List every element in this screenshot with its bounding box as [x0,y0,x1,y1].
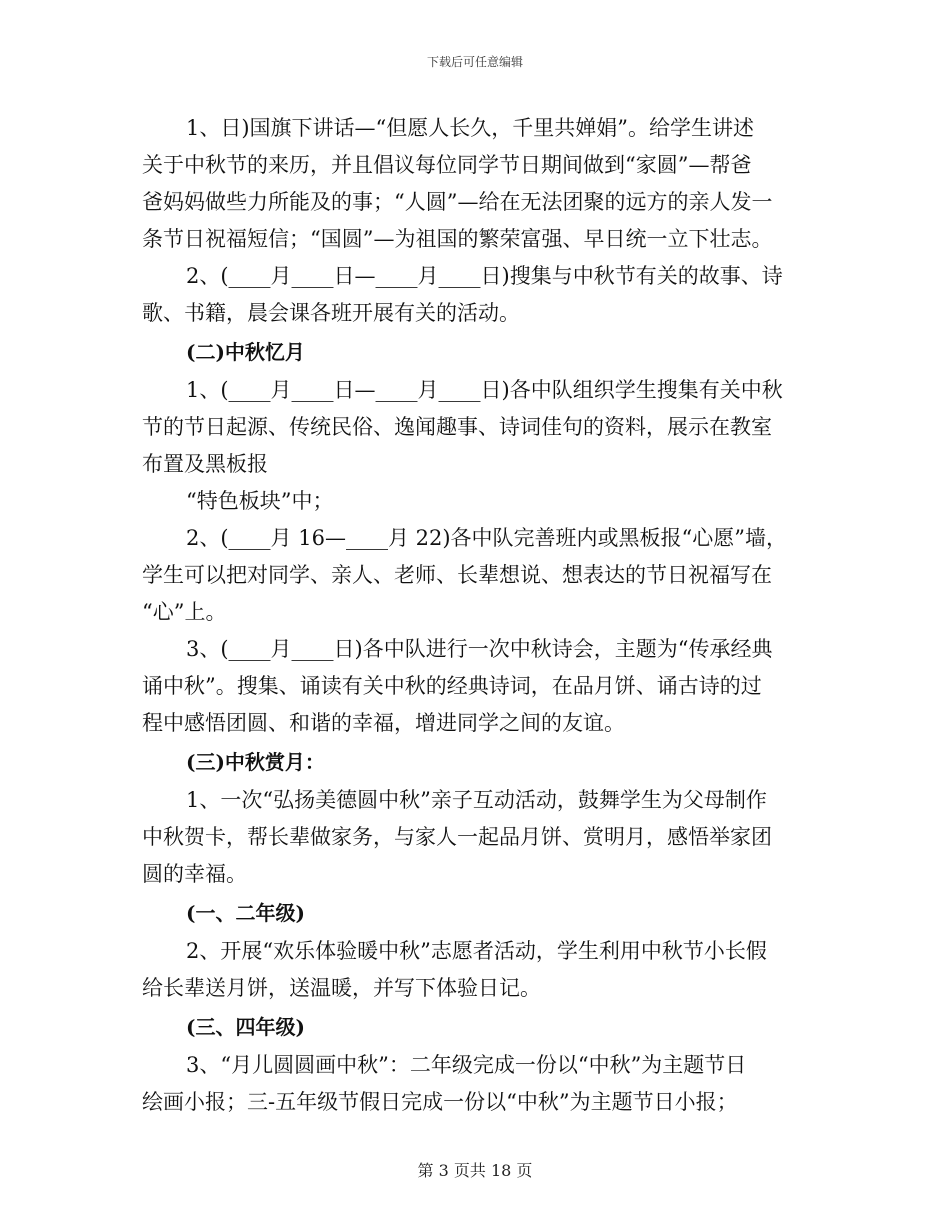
text-line: 2、开展“欢乐体验暖中秋”志愿者活动，学生利用中秋节小长假 [186,939,767,963]
page-footer: 第 3 页共 18 页 [417,1161,533,1180]
text-line: 关于中秋节的来历，并且倡议每位同学节日期间做到“家圆”—帮爸 [142,153,752,177]
text-line: 1、(____月____日—____月____日)各中队组织学生搜集有关中秋 [186,378,783,402]
text-line: “特色板块”中； [186,489,334,513]
paragraph [142,258,812,332]
text-line: 2、(____月 16—____月 22)各中队完善班内或黑板报“心愿”墙， [186,526,788,550]
section-heading: (二)中秋忆月 [186,340,305,364]
text-line: 绘画小报；三-五年级节假日完成一份以“中秋”为主题节日小报； [142,1090,738,1114]
text-line: 学生可以把对同学、亲人、老师、长辈想说、想表达的节日祝福写在 [142,563,772,587]
section-heading: (三)中秋赏月： [186,750,325,774]
text-line: “心”上。 [142,600,227,624]
section-heading: (一、二年级) [186,901,305,925]
paragraph [142,483,812,520]
text-line: 程中感悟团圆、和谐的幸福，增进同学之间的友谊。 [142,711,625,735]
paragraph [142,1047,812,1121]
text-line: 3、(____月____日)各中队进行一次中秋诗会，主题为“传承经典 [186,637,773,661]
text-line: 条节日祝福短信；“国圆”—为祖国的繁荣富强、早日统一立下壮志。 [142,227,773,251]
text-line: 圆的幸福。 [142,862,247,886]
text-line: 中秋贺卡，帮长辈做家务，与家人一起品月饼、赏明月，感悟举家团 [142,825,772,849]
text-line: 3、“月儿圆圆画中秋”：二年级完成一份以“中秋”为主题节日 [186,1053,747,1077]
paragraph [142,110,812,258]
paragraph [142,933,812,1007]
text-line: 1、日)国旗下讲话—“但愿人长久，千里共婵娟”。给学生讲述 [186,116,755,140]
text-line: 爸妈妈做些力所能及的事；“人圆”—给在无法团聚的远方的亲人发一 [142,190,773,214]
text-line: 布置及黑板报 [142,452,268,476]
text-line: 歌、书籍，晨会课各班开展有关的活动。 [142,301,520,325]
text-line: 节的节日起源、传统民俗、逸闻趣事、诗词佳句的资料，展示在教室 [142,415,772,439]
paragraph [142,782,812,893]
text-line: 2、(____月____日—____月____日)搜集与中秋节有关的故事、诗 [186,264,783,288]
page-header: 下载后可任意编辑 [426,55,523,69]
paragraph [142,520,812,631]
section-heading: (三、四年级) [186,1015,305,1039]
paragraph [142,372,812,483]
text-line: 给长辈送月饼，送温暖，并写下体验日记。 [142,976,541,1000]
document-body [142,110,812,1121]
text-line: 诵中秋”。搜集、诵读有关中秋的经典诗词，在品月饼、诵古诗的过 [142,674,762,698]
paragraph [142,631,812,742]
text-line: 1、一次“弘扬美德圆中秋”亲子互动活动，鼓舞学生为父母制作 [186,788,767,812]
